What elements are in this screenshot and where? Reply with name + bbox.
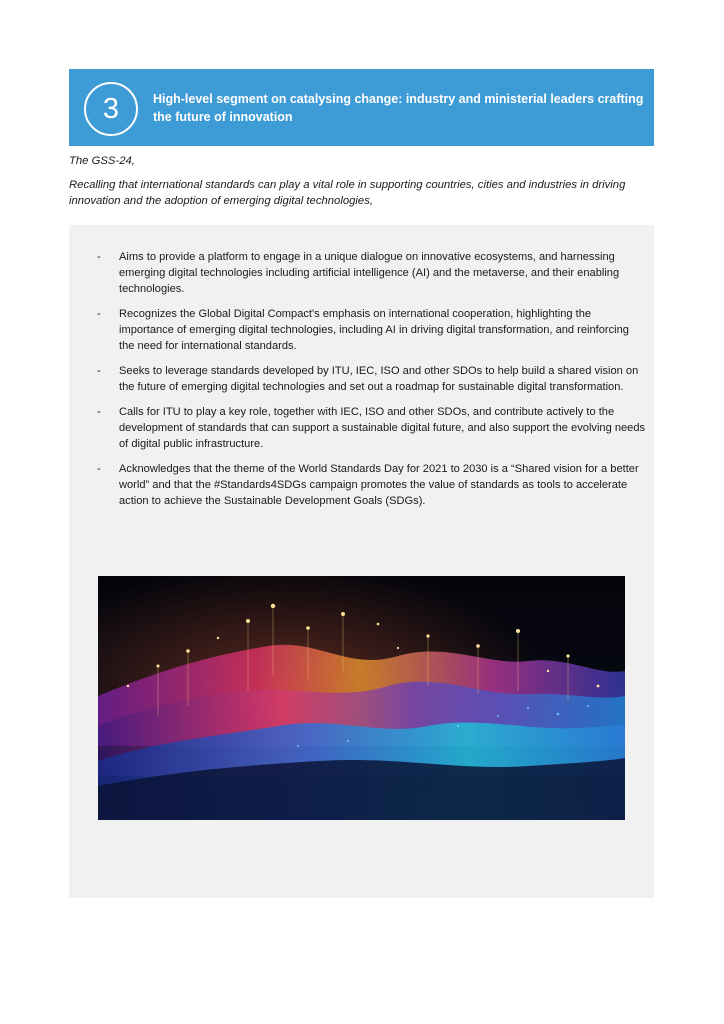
bullet-text: Recognizes the Global Digital Compact's emphasis on international cooperation, highlighting the importance of emerging digital technologies, including AI in driving digital transformation, and reinforcing the need for international standards. xyxy=(119,308,629,352)
bullet-dash: - xyxy=(97,406,101,418)
bullet-dash: - xyxy=(97,251,101,263)
intro-recalling: Recalling that international standards can play a vital role in supporting countries, cities and industries in driving innovation and the adoption of emerging digital technologies, xyxy=(69,179,626,207)
bullet-text: Seeks to leverage standards developed by ITU, IEC, ISO and other SDOs to help build a shared vision on the future of emerging digital technologies and set out a roadmap for sustainable digital transformation. xyxy=(119,365,639,393)
bullet-dash: - xyxy=(97,308,101,320)
bullet-dash: - xyxy=(97,463,101,475)
list-item xyxy=(97,461,647,509)
digital-waves-image xyxy=(98,576,625,820)
resolution-box xyxy=(69,225,654,898)
bullet-text: Calls for ITU to play a key role, together with IEC, ISO and other SDOs, and contribute actively to the development of standards that can support a sustainable digital future, and also support the evolving needs of digital public infrastructure. xyxy=(119,406,646,450)
bullet-dash: - xyxy=(97,365,101,377)
digital-waves-illustration xyxy=(98,576,625,820)
bullet-text: Aims to provide a platform to engage in a unique dialogue on innovative ecosystems, and harnessing emerging digital technologies including artificial intelligence (AI) and the metaverse, and their enabling technologies. xyxy=(119,251,620,295)
bullet-list xyxy=(97,249,647,518)
section-title: High-level segment on catalysing change: industry and ministerial leaders crafting the future of innovation xyxy=(153,92,644,124)
list-item xyxy=(97,249,647,297)
section-number-badge: 3 xyxy=(84,82,138,136)
intro-lead: The GSS-24, xyxy=(69,155,135,167)
bullet-text: Acknowledges that the theme of the World Standards Day for 2021 to 2030 is a “Shared vision for a better world” and that the #Standards4SDGs campaign promotes the value of standards as tools to accelerate action to achieve the Sustainable Development Goals (SDGs). xyxy=(119,463,639,507)
list-item xyxy=(97,363,647,395)
list-item xyxy=(97,306,647,354)
list-item xyxy=(97,404,647,452)
section-banner xyxy=(69,69,654,146)
